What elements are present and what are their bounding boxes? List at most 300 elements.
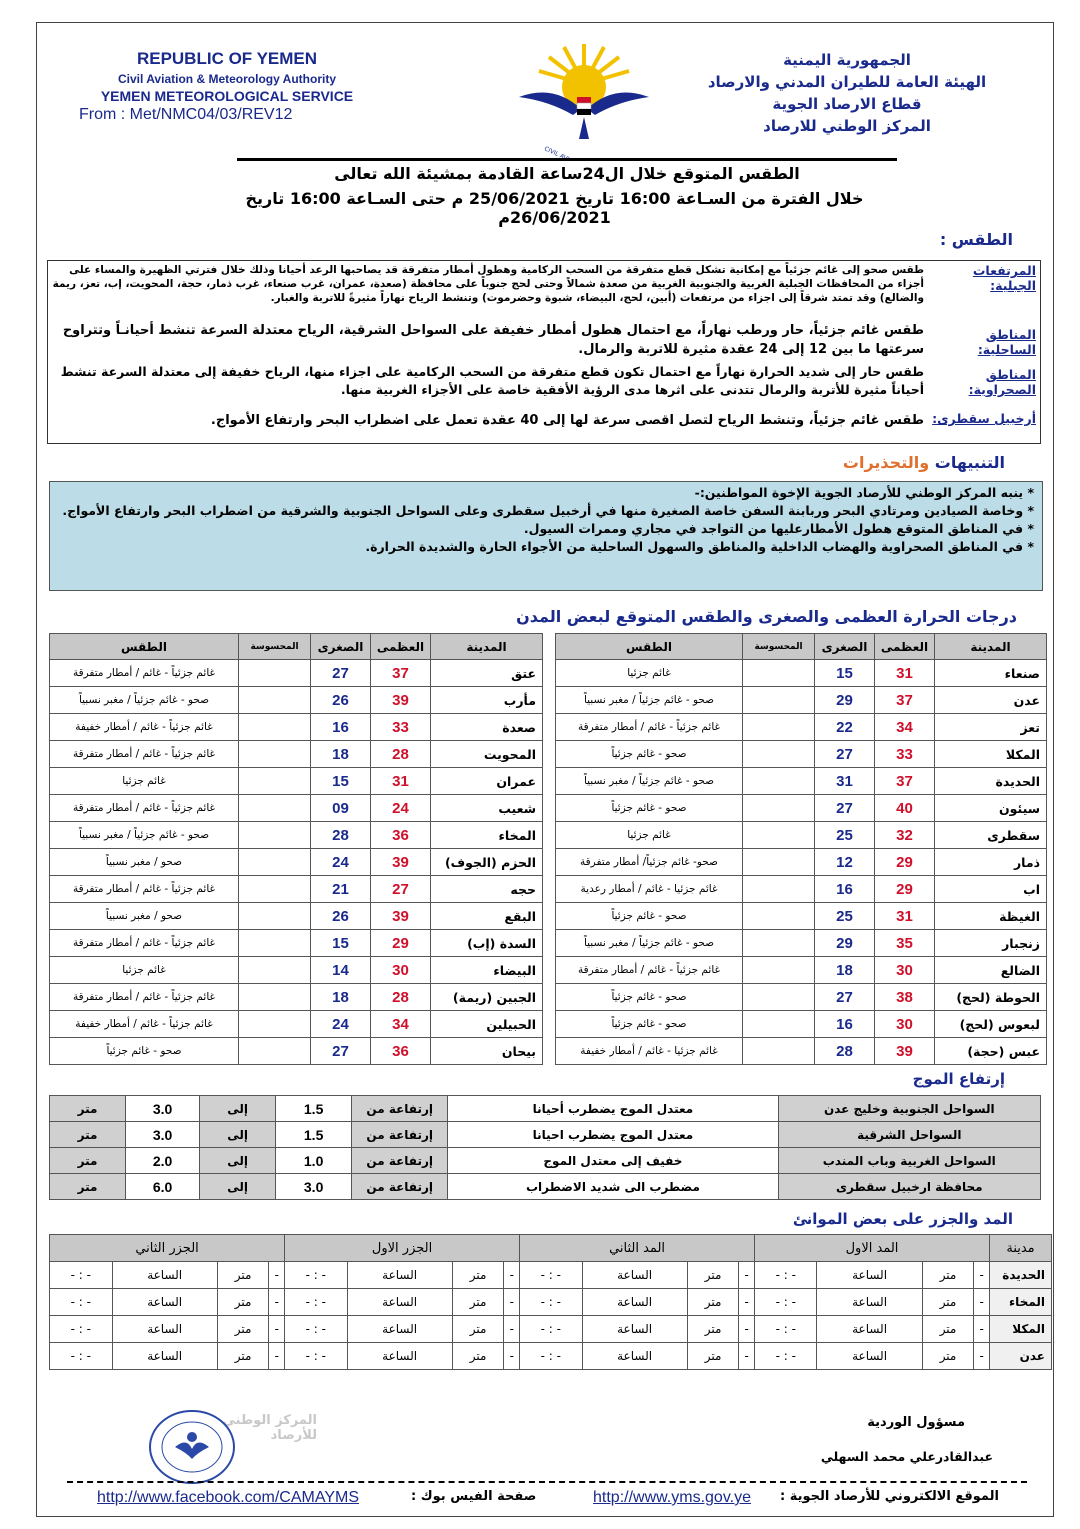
city-feels-like (743, 903, 815, 930)
wave-to-label: إلى (200, 1148, 276, 1174)
wave-from-label: إرتفاعة من (352, 1122, 448, 1148)
wave-to-value: 3.0 (126, 1096, 200, 1122)
city-min-temp: 27 (311, 660, 371, 687)
city-weather: غائم جزئيا (50, 957, 239, 984)
weather-row-desert (48, 361, 1040, 409)
header-en-line2: Civil Aviation & Meteorology Authority (117, 72, 336, 86)
city-name: الحبيلين (431, 1011, 543, 1038)
col-weather: الطقس (50, 634, 239, 660)
city-feels-like (743, 687, 815, 714)
city-weather: غائم جزئياً - غائم / أمطار متفرقة (556, 957, 743, 984)
city-row (556, 849, 1047, 876)
city-weather: صحو - غائم جزئياً / مغبر نسبياً (556, 687, 743, 714)
city-row (556, 768, 1047, 795)
tide-time-label: الساعة (347, 1289, 452, 1316)
city-min-temp: 25 (815, 822, 875, 849)
city-weather: صحو - غائم جزئياً (556, 984, 743, 1011)
col-low-tide-2: الجزر الثاني (50, 1235, 285, 1262)
city-min-temp: 15 (815, 660, 875, 687)
city-max-temp: 27 (371, 876, 431, 903)
tide-height: - (269, 1289, 285, 1316)
city-row (556, 741, 1047, 768)
city-min-temp: 16 (815, 1011, 875, 1038)
tide-row (50, 1262, 1052, 1289)
city-max-temp: 29 (371, 930, 431, 957)
city-weather: غائم جزئيا - غائم / أمطار خفيفة (556, 1038, 743, 1065)
city-weather: غائم جزئيا (556, 822, 743, 849)
wave-region: محافظة ارخبيل سقطرى (778, 1174, 1040, 1200)
duty-title: مسؤول الوردية (867, 1415, 965, 1430)
alert-line: * وخاصة الصيادين ومرتادي البحر وربابنة السفن خاصة الصغيرة منها في أرخبيل سقطرى وعلى السواحل الجنوبية والشرقية من اضطراب البحر وارتفاع الأمواج. (62, 503, 1034, 518)
city-name: شعيب (431, 795, 543, 822)
city-feels-like (239, 822, 311, 849)
city-max-temp: 31 (875, 660, 935, 687)
forecast-title: الطقس المتوقع خلال ال24ساعة القادمة بمشيئة الله تعالى (334, 164, 800, 183)
tide-row (50, 1316, 1052, 1343)
wave-from-value: 1.5 (276, 1122, 352, 1148)
header-en-line4: From : Met/NMC04/03/REV12 (79, 106, 293, 123)
city-name: صعدة (431, 714, 543, 741)
tide-unit: متر (452, 1343, 504, 1370)
tide-unit: متر (687, 1343, 739, 1370)
city-max-temp: 30 (371, 957, 431, 984)
city-max-temp: 30 (875, 1011, 935, 1038)
city-row (556, 687, 1047, 714)
tide-time-label: الساعة (582, 1289, 687, 1316)
tide-city: المكلا (990, 1316, 1052, 1343)
wave-state: مضطرب الى شديد الاضطراب (448, 1174, 778, 1200)
city-name: السدة (إب) (431, 930, 543, 957)
city-row (50, 660, 543, 687)
city-min-temp: 18 (311, 741, 371, 768)
city-row (556, 714, 1047, 741)
city-weather: صحو - غائم جزئياً (556, 1011, 743, 1038)
city-feels-like (239, 984, 311, 1011)
col-feel: المحسوسة (743, 634, 815, 660)
city-max-temp: 37 (371, 660, 431, 687)
city-row (50, 849, 543, 876)
city-row (50, 1038, 543, 1065)
tide-time-label: الساعة (817, 1262, 922, 1289)
weather-text: طقس غائم جزئياً، وتنشط الرياح لتصل اقصى سرعة لها إلى 40 عقدة تعمل على اضطراب البحر وارتفاع الأمواج. (210, 413, 924, 428)
tide-height: - (739, 1343, 755, 1370)
tide-time-label: الساعة (112, 1289, 217, 1316)
city-max-temp: 37 (875, 768, 935, 795)
tide-height: - (974, 1316, 990, 1343)
city-min-temp: 27 (815, 741, 875, 768)
city-weather: صحو / مغبر نسبياً (50, 849, 239, 876)
wave-to-label: إلى (200, 1174, 276, 1200)
city-name: الغيظة (935, 903, 1047, 930)
tide-unit: متر (922, 1343, 974, 1370)
weather-text: طقس حار إلى شديد الحرارة نهاراً مع احتمال تكون قطع متفرقة من السحب الركامية على اجزاء منها، الرياح خفيفة إلى معتدلة السرعة تنشط أحياناً مثيرة للأتربة والرمال تتدنى على اثرها مدى الرؤية الأفقية خاصة على الأجزاء الغربية منها. (60, 364, 924, 397)
tide-unit: متر (687, 1262, 739, 1289)
wave-region: السواحل الغربية وباب المندب (778, 1148, 1040, 1174)
logo-arc-text (543, 145, 659, 159)
tide-unit: متر (452, 1262, 504, 1289)
col-tide-city: مدينة (990, 1235, 1052, 1262)
wave-state: معتدل الموج يضطرب احيانا (448, 1122, 778, 1148)
city-name: مأرب (431, 687, 543, 714)
tide-time-label: الساعة (582, 1343, 687, 1370)
city-max-temp: 31 (371, 768, 431, 795)
tide-time: - : - (755, 1262, 817, 1289)
city-weather: صحو - غائم جزئياً (556, 903, 743, 930)
city-row (50, 795, 543, 822)
tide-time: - : - (50, 1343, 113, 1370)
city-max-temp: 29 (875, 876, 935, 903)
city-max-temp: 36 (371, 822, 431, 849)
city-name: الحديدة (935, 768, 1047, 795)
city-weather: غائم جزئياً - غائم / أمطار متفرقة (50, 660, 239, 687)
city-max-temp: 39 (371, 903, 431, 930)
city-row (556, 930, 1047, 957)
header-divider (237, 158, 897, 161)
tide-time: - : - (285, 1262, 347, 1289)
city-row (556, 876, 1047, 903)
city-row (50, 687, 543, 714)
city-feels-like (743, 660, 815, 687)
tides-table (49, 1234, 1052, 1370)
wave-to-value: 3.0 (126, 1122, 200, 1148)
col-max: العظمى (875, 634, 935, 660)
city-weather: صحو / مغبر نسبياً (50, 903, 239, 930)
tide-time: - : - (520, 1262, 582, 1289)
city-min-temp: 29 (815, 930, 875, 957)
city-feels-like (743, 876, 815, 903)
site-label: الموقع الالكتروني للأرصاد الجوية : (780, 1489, 999, 1504)
city-weather: غائم جزئياً - غائم / أمطار متفرقة (50, 930, 239, 957)
col-min: الصغرى (815, 634, 875, 660)
city-name: الحوطة (لحج) (935, 984, 1047, 1011)
tide-height: - (739, 1289, 755, 1316)
header-ar-line2: الهيئة العامة للطيران المدني والارصاد (707, 73, 987, 91)
wave-state: خفيف إلى معتدل الموج (448, 1148, 778, 1174)
wave-unit: متر (50, 1174, 126, 1200)
tide-row (50, 1289, 1052, 1316)
city-weather: صحو - غائم جزئياً / مغبر نسبياً (50, 822, 239, 849)
tide-unit: متر (922, 1316, 974, 1343)
city-name: تعز (935, 714, 1047, 741)
wave-to-value: 6.0 (126, 1174, 200, 1200)
city-feels-like (239, 903, 311, 930)
city-max-temp: 33 (371, 714, 431, 741)
city-feels-like (743, 984, 815, 1011)
wave-from-label: إرتفاعة من (352, 1096, 448, 1122)
city-name: صنعاء (935, 660, 1047, 687)
city-name: حجه (431, 876, 543, 903)
city-min-temp: 14 (311, 957, 371, 984)
city-min-temp: 16 (815, 876, 875, 903)
tide-unit: متر (217, 1316, 269, 1343)
tide-time-label: الساعة (112, 1262, 217, 1289)
weather-row-socotra (48, 409, 1040, 439)
city-max-temp: 31 (875, 903, 935, 930)
wave-from-value: 1.0 (276, 1148, 352, 1174)
tide-unit: متر (217, 1262, 269, 1289)
weather-row-highlands (48, 261, 1040, 319)
wave-to-label: إلى (200, 1122, 276, 1148)
weather-label: المناطق الساحلية: (977, 327, 1036, 357)
tide-unit: متر (922, 1289, 974, 1316)
city-feels-like (239, 930, 311, 957)
city-row (50, 984, 543, 1011)
city-row (50, 741, 543, 768)
tide-city: عدن (990, 1343, 1052, 1370)
col-weather: الطقس (556, 634, 743, 660)
city-row (50, 903, 543, 930)
city-row (50, 876, 543, 903)
tide-time: - : - (50, 1289, 113, 1316)
city-name: الجبين (ريمة) (431, 984, 543, 1011)
city-weather: غائم جزئياً - غائم / أمطار خفيفة (50, 1011, 239, 1038)
tide-height: - (504, 1316, 520, 1343)
tide-time-label: الساعة (817, 1343, 922, 1370)
facebook-link[interactable]: http://www.facebook.com/CAMAYMS (97, 1489, 360, 1506)
city-feels-like (743, 822, 815, 849)
city-name: اب (935, 876, 1047, 903)
city-weather: غائم جزئيا - غائم / أمطار رعدية (556, 876, 743, 903)
tide-time-label: الساعة (817, 1316, 922, 1343)
city-row (50, 714, 543, 741)
city-row (556, 1038, 1047, 1065)
tide-unit: متر (217, 1343, 269, 1370)
wave-unit: متر (50, 1096, 126, 1122)
tide-time: - : - (520, 1289, 582, 1316)
tide-unit: متر (217, 1289, 269, 1316)
tide-height: - (974, 1289, 990, 1316)
city-weather: صحو - غائم جزئياً (50, 1038, 239, 1065)
city-max-temp: 28 (371, 984, 431, 1011)
city-name: عتق (431, 660, 543, 687)
city-name: لبعوس (لحج) (935, 1011, 1047, 1038)
tide-height: - (269, 1343, 285, 1370)
city-name: عبس (حجة) (935, 1038, 1047, 1065)
wave-row (50, 1096, 1041, 1122)
tide-time-label: الساعة (112, 1316, 217, 1343)
tide-time: - : - (755, 1316, 817, 1343)
city-feels-like (239, 1011, 311, 1038)
city-min-temp: 24 (311, 1011, 371, 1038)
city-row (50, 768, 543, 795)
city-name: عمران (431, 768, 543, 795)
cities-table-right (555, 633, 1047, 1065)
header-en-line3: YEMEN METEOROLOGICAL SERVICE (100, 88, 354, 104)
city-min-temp: 28 (815, 1038, 875, 1065)
city-row (556, 795, 1047, 822)
city-name: المكلا (935, 741, 1047, 768)
city-name: سقطرى (935, 822, 1047, 849)
tide-unit: متر (922, 1262, 974, 1289)
city-feels-like (743, 849, 815, 876)
city-feels-like (743, 1038, 815, 1065)
wave-to-label: إلى (200, 1096, 276, 1122)
city-weather: غائم جزئياً - غائم / أمطار متفرقة (50, 984, 239, 1011)
alerts-heading-part1: التنبيهات (934, 453, 1005, 472)
tide-time: - : - (520, 1316, 582, 1343)
city-max-temp: 32 (875, 822, 935, 849)
col-high-tide-2: المد الثاني (520, 1235, 755, 1262)
header-ar-line4: المركز الوطني للارصاد (763, 117, 931, 135)
tide-time-label: الساعة (347, 1316, 452, 1343)
city-min-temp: 29 (815, 687, 875, 714)
city-max-temp: 39 (875, 1038, 935, 1065)
weather-label: المرتفعات الجبلية: (972, 263, 1036, 293)
city-feels-like (743, 1011, 815, 1038)
tide-unit: متر (687, 1289, 739, 1316)
wave-row (50, 1148, 1041, 1174)
city-feels-like (239, 714, 311, 741)
city-max-temp: 34 (875, 714, 935, 741)
city-feels-like (743, 741, 815, 768)
city-row (556, 660, 1047, 687)
city-max-temp: 29 (875, 849, 935, 876)
city-row (556, 984, 1047, 1011)
waves-heading: إرتفاع الموج (912, 1070, 1005, 1088)
forecast-period: خلال الفترة من السـاعة 16:00 تاريخ 25/06/2021 م حتى السـاعة 16:00 تاريخ 26/06/2021م (245, 189, 864, 227)
city-weather: غائم جزئيا (556, 660, 743, 687)
city-feels-like (743, 930, 815, 957)
city-name: المحويت (431, 741, 543, 768)
tide-time-label: الساعة (112, 1343, 217, 1370)
wave-to-value: 2.0 (126, 1148, 200, 1174)
footer-divider (67, 1481, 1027, 1483)
tide-time-label: الساعة (347, 1262, 452, 1289)
city-feels-like (239, 768, 311, 795)
col-city: المدينة (431, 634, 543, 660)
city-min-temp: 31 (815, 768, 875, 795)
city-row (556, 957, 1047, 984)
city-max-temp: 39 (371, 849, 431, 876)
city-name: البقع (431, 903, 543, 930)
col-low-tide-1: الجزر الاول (285, 1235, 520, 1262)
city-name: بيحان (431, 1038, 543, 1065)
tide-height: - (974, 1262, 990, 1289)
cities-heading: درجات الحرارة العظمى والصغرى والطقس المتوقع لبعض المدن (516, 607, 1017, 626)
tides-heading: المد والجزر على بعض الموانئ (792, 1210, 1013, 1228)
tide-height: - (504, 1262, 520, 1289)
tide-time-label: الساعة (817, 1289, 922, 1316)
wave-from-value: 3.0 (276, 1174, 352, 1200)
city-min-temp: 27 (815, 984, 875, 1011)
facebook-label: صفحة الفيس بوك : (411, 1489, 537, 1504)
weather-heading: الطقس : (939, 230, 1013, 249)
city-feels-like (743, 714, 815, 741)
logo-icon (509, 39, 659, 159)
city-feels-like (239, 660, 311, 687)
tide-unit: متر (452, 1289, 504, 1316)
header-ar-line3: قطاع الارصاد الجوية (772, 95, 922, 113)
city-min-temp: 18 (311, 984, 371, 1011)
tide-height: - (269, 1262, 285, 1289)
city-name: ذمار (935, 849, 1047, 876)
weather-label: أرخبيل سقطرى: (932, 411, 1036, 426)
weather-label: المناطق الصحراوية: (968, 367, 1036, 397)
city-feels-like (239, 957, 311, 984)
site-link[interactable]: http://www.yms.gov.ye (593, 1489, 751, 1506)
arabic-header (697, 49, 997, 137)
city-name: زنجبار (935, 930, 1047, 957)
city-name: عدن (935, 687, 1047, 714)
tide-time: - : - (285, 1343, 347, 1370)
city-min-temp: 28 (311, 822, 371, 849)
weather-text: طقس صحو إلى غائم جزئياً مع إمكانية تشكل قطع متفرقة من السحب الركامية وهطول أمطار متفرقة قد يصاحبها الرعد أحيانا وذلك خلال فترتي الظهيرة والمساء على أجزاء من المحافظات الجبلية الغربية والجنوبية الغربية من صعدة شمالاً وحتى لحج جنوباً على محافظة (صعدة، عمران، غرب صنعاء، غرب ذمار، حجة، المحويت، إب، تعز، ريمة والضالع) وقد تمتد شرقاً إلى اجزاء من مرتفعات (أبين، لحج، البيضاء، شبوة وحضرموت) وتنشط الرياح نهاراً مثيرةً للاتربة والغبار. (52, 264, 924, 304)
weather-box (47, 260, 1041, 444)
city-max-temp: 40 (875, 795, 935, 822)
city-name: البيضاء (431, 957, 543, 984)
city-row (50, 930, 543, 957)
tide-city: الحديدة (990, 1262, 1052, 1289)
city-weather: غائم جزئيا (50, 768, 239, 795)
bulletin-page (36, 22, 1054, 1517)
city-weather: غائم جزئياً - غائم / أمطار خفيفة (50, 714, 239, 741)
tide-time: - : - (755, 1343, 817, 1370)
city-max-temp: 39 (371, 687, 431, 714)
city-min-temp: 26 (311, 903, 371, 930)
tide-height: - (974, 1343, 990, 1370)
tide-unit: متر (452, 1316, 504, 1343)
city-min-temp: 16 (311, 714, 371, 741)
city-max-temp: 28 (371, 741, 431, 768)
city-weather: غائم جزئياً - غائم / أمطار متفرقة (556, 714, 743, 741)
tide-unit: متر (687, 1316, 739, 1343)
authority-logo (509, 39, 659, 159)
stamp-text: المركز الوطني للأرصاد (222, 1413, 317, 1443)
city-row (50, 822, 543, 849)
city-feels-like (239, 876, 311, 903)
tide-time-label: الساعة (582, 1316, 687, 1343)
tide-time: - : - (285, 1316, 347, 1343)
city-max-temp: 24 (371, 795, 431, 822)
city-weather: غائم جزئياً - غائم / أمطار متفرقة (50, 741, 239, 768)
city-weather: صحو - غائم جزئياً (556, 741, 743, 768)
header-en-line1: REPUBLIC OF YEMEN (136, 49, 318, 68)
city-min-temp: 15 (311, 930, 371, 957)
weather-text: طقس غائم جزئياً، حار ورطب نهاراً، مع احتمال هطول أمطار خفيفة على السواحل الشرقية، الرياح معتدلة السرعة تنشط أحيانـاً وتتراوح سرعتها ما بين 12 إلى 24 عقدة مثيرة للاتربة والرمال. (62, 323, 924, 357)
city-name: الضالع (935, 957, 1047, 984)
city-min-temp: 12 (815, 849, 875, 876)
wave-from-label: إرتفاعة من (352, 1148, 448, 1174)
alerts-heading-part2: والتحذيرات (842, 453, 930, 472)
english-header (77, 49, 377, 124)
tide-time-label: الساعة (582, 1262, 687, 1289)
city-min-temp: 27 (815, 795, 875, 822)
wave-row (50, 1122, 1041, 1148)
city-row (556, 1011, 1047, 1038)
wave-row (50, 1174, 1041, 1200)
city-weather: صحو- غائم جزئياً/ أمطار متفرقة (556, 849, 743, 876)
city-row (556, 903, 1047, 930)
city-name: المخاء (431, 822, 543, 849)
city-max-temp: 33 (875, 741, 935, 768)
city-min-temp: 27 (311, 1038, 371, 1065)
official-stamp (137, 1407, 317, 1487)
tide-time: - : - (285, 1289, 347, 1316)
city-max-temp: 30 (875, 957, 935, 984)
alerts-heading (843, 453, 1005, 472)
city-feels-like (239, 849, 311, 876)
tide-time: - : - (755, 1289, 817, 1316)
col-min: الصغرى (311, 634, 371, 660)
city-name: الحزم (الجوف) (431, 849, 543, 876)
tide-time: - : - (50, 1316, 113, 1343)
wave-unit: متر (50, 1122, 126, 1148)
wave-from-label: إرتفاعة من (352, 1174, 448, 1200)
city-weather: صحو - غائم جزئياً / مغبر نسبياً (50, 687, 239, 714)
weather-row-coastal (48, 319, 1040, 361)
tide-time: - : - (520, 1343, 582, 1370)
city-min-temp: 18 (815, 957, 875, 984)
